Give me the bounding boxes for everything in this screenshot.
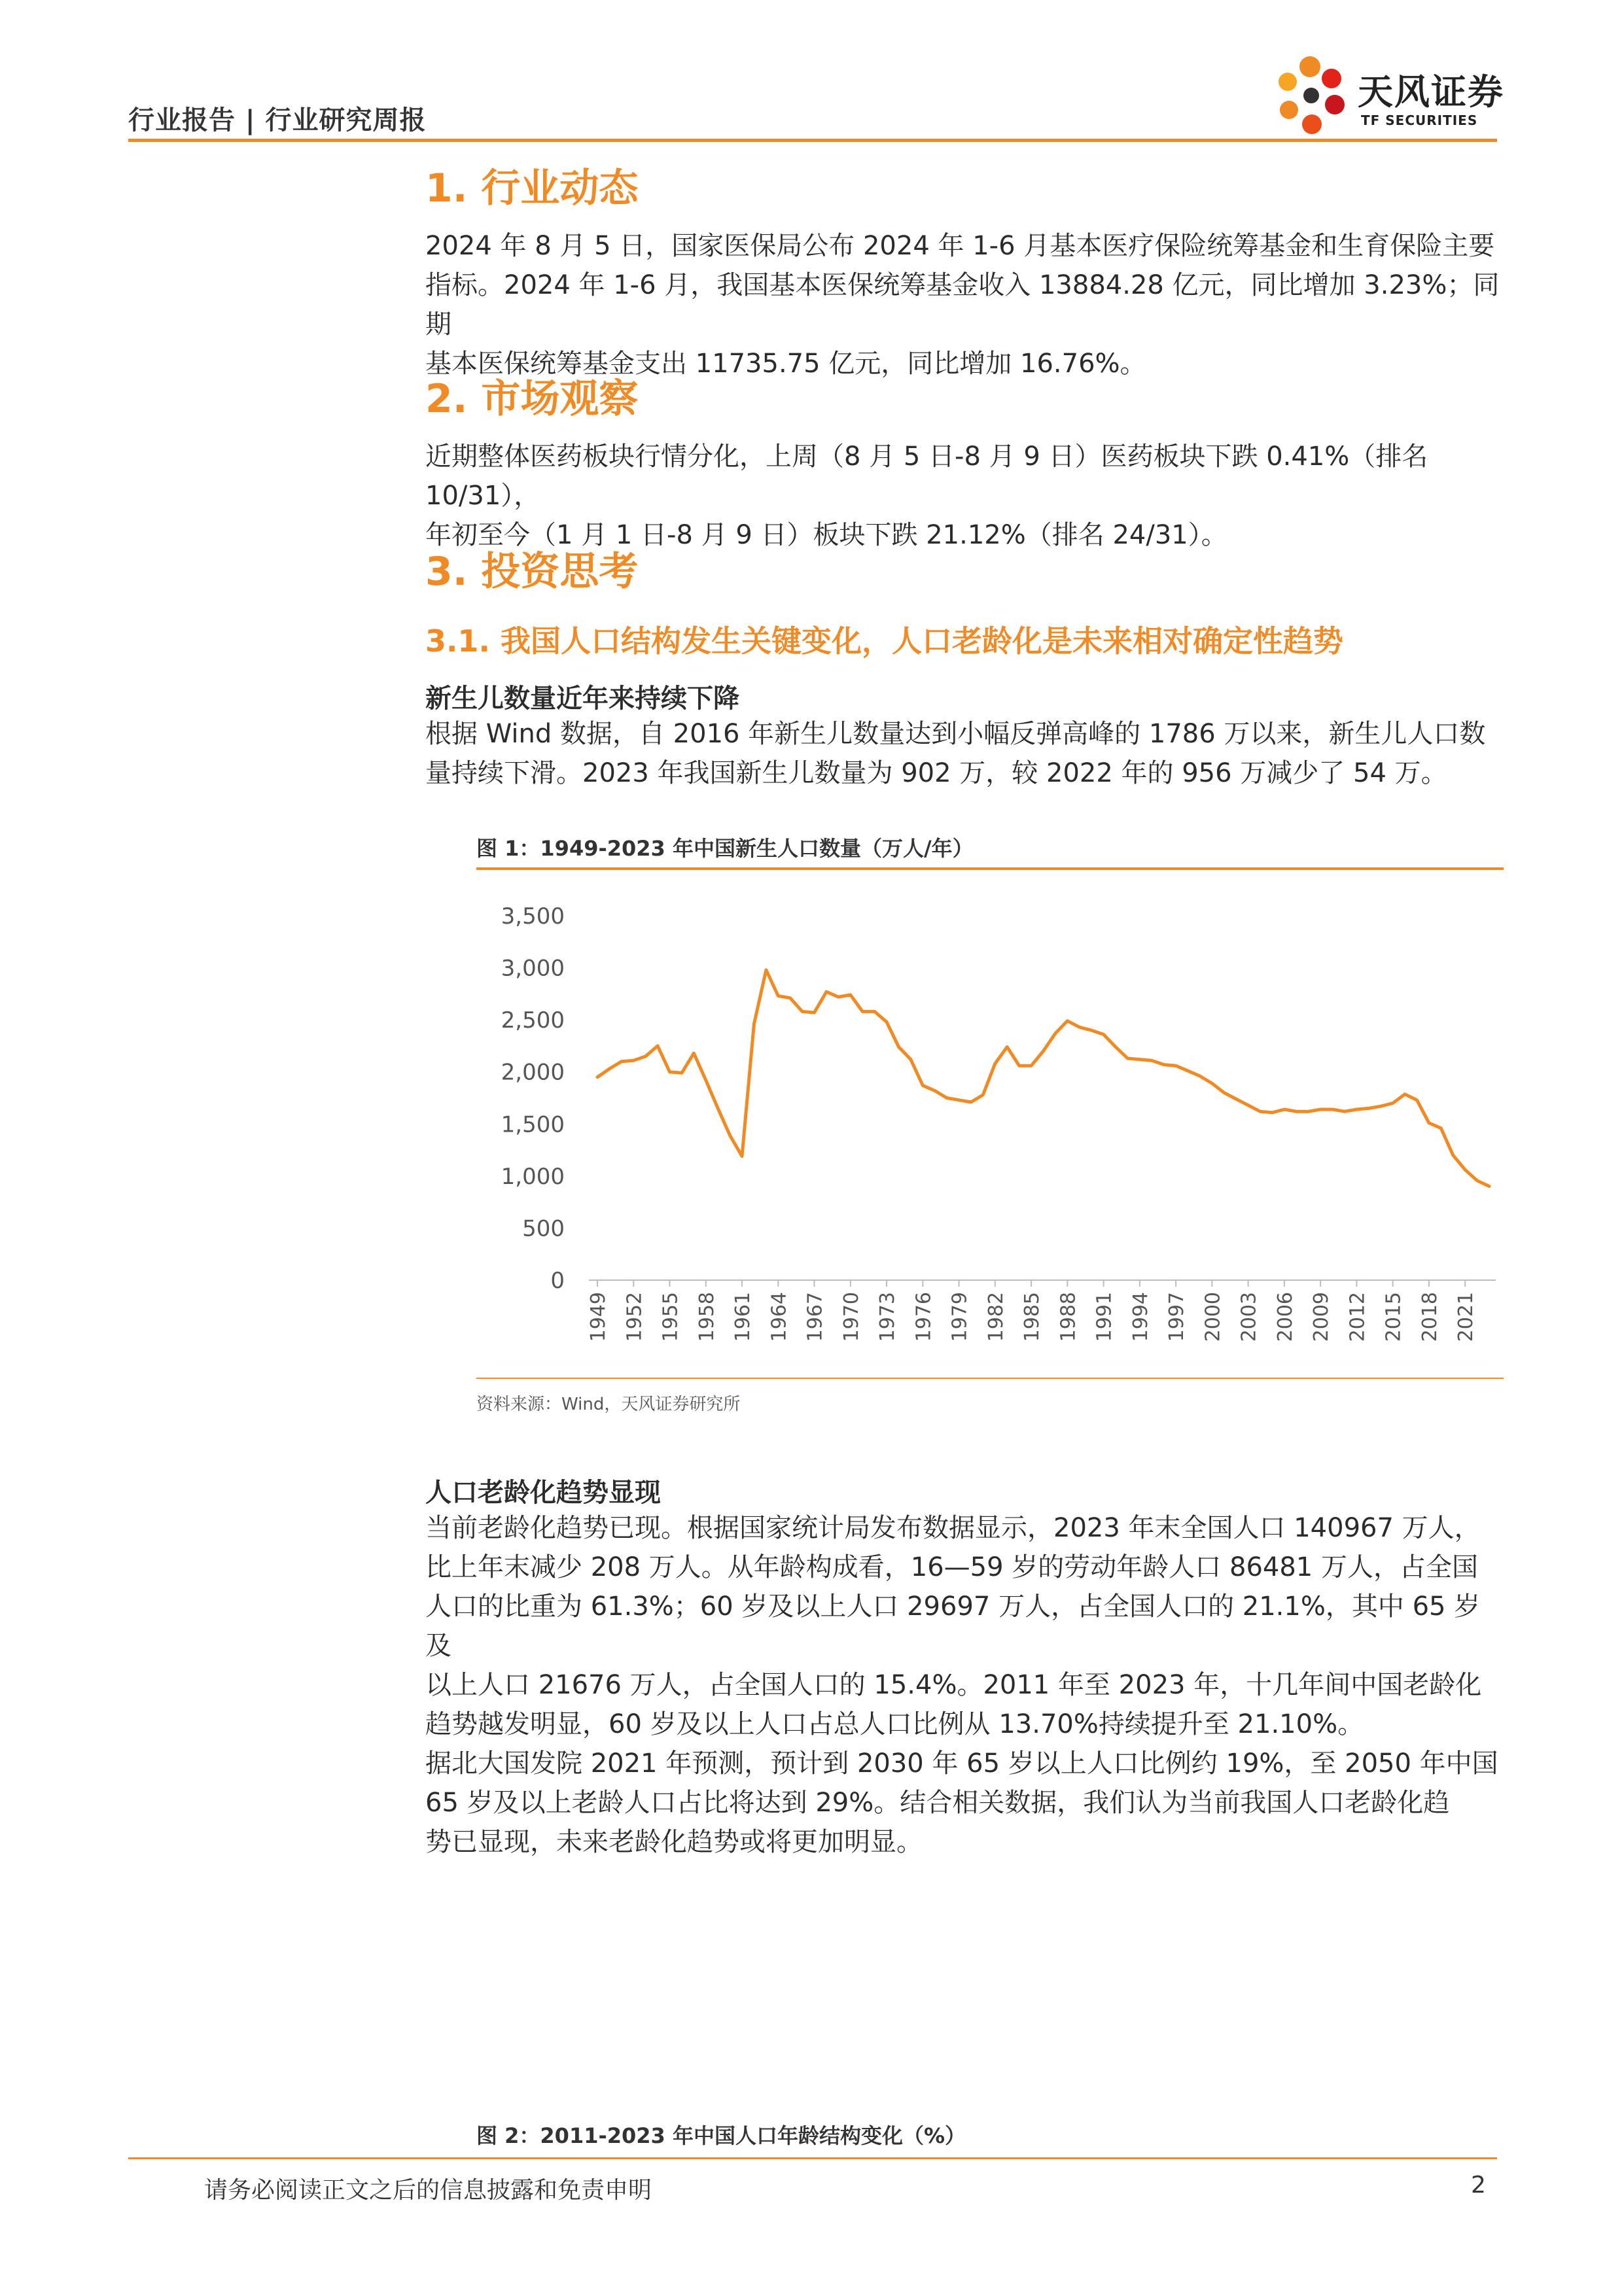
x-tick-label: 1973 bbox=[876, 1292, 900, 1342]
x-tick-label: 1952 bbox=[623, 1292, 646, 1342]
figure-2-title: 图 2：2011-2023 年中国人口年龄结构变化（%） bbox=[476, 2123, 966, 2148]
footer-divider bbox=[128, 2157, 1497, 2159]
y-tick-label: 3,000 bbox=[501, 955, 565, 982]
data-point bbox=[994, 1062, 997, 1065]
data-point bbox=[1452, 1154, 1455, 1157]
data-point bbox=[1332, 1108, 1334, 1111]
logo-subtitle: TF SECURITIES bbox=[1361, 113, 1478, 128]
x-tick-label: 1991 bbox=[1093, 1292, 1116, 1342]
data-point bbox=[1392, 1102, 1394, 1104]
data-point bbox=[1368, 1107, 1370, 1109]
data-point bbox=[981, 1094, 984, 1096]
section-1-body bbox=[425, 226, 1505, 383]
data-point bbox=[1343, 1110, 1346, 1113]
section-2-body bbox=[425, 437, 1505, 555]
data-point bbox=[1235, 1098, 1237, 1100]
x-tick-label: 1988 bbox=[1057, 1292, 1080, 1342]
data-point bbox=[1319, 1108, 1322, 1111]
data-point bbox=[1283, 1108, 1286, 1111]
data-point bbox=[1187, 1070, 1190, 1072]
data-point bbox=[1271, 1111, 1273, 1114]
data-point bbox=[861, 1010, 864, 1013]
data-point bbox=[1488, 1185, 1491, 1187]
section-2-line: 近期整体医药板块行情分化，上周（8 月 5 日-8 月 9 日）医药板块下跌 0.41%（排名 10/31）， bbox=[425, 442, 1428, 511]
newborn-subhead: 新生儿数量近年来持续下降 bbox=[425, 684, 739, 714]
data-point bbox=[1078, 1026, 1081, 1028]
y-tick-label: 3,500 bbox=[501, 903, 565, 930]
data-point bbox=[752, 1023, 755, 1026]
data-point bbox=[608, 1068, 610, 1070]
x-tick-label: 2012 bbox=[1346, 1292, 1369, 1342]
figure-1-title: 图 1：1949-2023 年中国新生人口数量（万人/年） bbox=[476, 836, 974, 861]
x-tick-label: 1958 bbox=[695, 1292, 718, 1342]
data-point bbox=[1355, 1108, 1358, 1111]
data-point bbox=[1054, 1032, 1057, 1035]
y-tick-label: 500 bbox=[522, 1215, 565, 1242]
aging-body bbox=[425, 1508, 1505, 1862]
report-type-header: 行业报告 | 行业研究周报 bbox=[128, 105, 427, 135]
data-point bbox=[705, 1079, 707, 1081]
newborn-line: 根据 Wind 数据，自 2016 年新生儿数量达到小幅反弹高峰的 1786 万以来，新生儿人口数 bbox=[425, 719, 1486, 749]
footer-disclaimer: 请务必阅读正文之后的信息披露和免责申明 bbox=[204, 2177, 652, 2204]
aging-line: 趋势越发明显，60 岁及以上人口占总人口比例从 13.70%持续提升至 21.10%。 bbox=[425, 1709, 1364, 1739]
series-line bbox=[597, 970, 1489, 1187]
aging-line: 65 岁及以上老龄人口占比将达到 29%。结合相关数据，我们认为当前我国人口老龄化趋 bbox=[425, 1788, 1450, 1818]
x-tick-label: 1994 bbox=[1129, 1292, 1152, 1342]
data-point bbox=[644, 1055, 647, 1058]
data-point bbox=[1139, 1058, 1141, 1061]
data-point bbox=[632, 1059, 635, 1062]
x-tick-label: 1982 bbox=[984, 1292, 1008, 1342]
data-point bbox=[921, 1084, 924, 1087]
page-number: 2 bbox=[1471, 2172, 1486, 2199]
data-point bbox=[1295, 1110, 1297, 1113]
data-point bbox=[1415, 1099, 1418, 1102]
y-tick-label: 0 bbox=[550, 1268, 565, 1294]
data-point bbox=[680, 1071, 683, 1074]
data-point bbox=[837, 996, 839, 998]
figure-1-top-rule bbox=[476, 867, 1504, 870]
section-3-heading: 3. 投资思考 bbox=[425, 549, 639, 595]
x-tick-label: 1949 bbox=[587, 1292, 610, 1342]
data-point bbox=[656, 1045, 659, 1047]
x-tick-label: 2003 bbox=[1237, 1292, 1261, 1342]
header-divider bbox=[128, 139, 1497, 142]
data-point bbox=[669, 1071, 671, 1073]
x-tick-label: 2021 bbox=[1455, 1292, 1478, 1342]
section-1-line: 2024 年 8 月 5 日，国家医保局公布 2024 年 1-6 月基本医疗保险统筹基金和生育保险主要 bbox=[425, 231, 1495, 261]
data-point bbox=[765, 969, 768, 971]
data-point bbox=[1379, 1105, 1382, 1107]
x-tick-label: 2000 bbox=[1201, 1292, 1225, 1342]
section-1-heading: 1. 行业动态 bbox=[425, 165, 639, 211]
data-point bbox=[789, 997, 792, 1000]
x-tick-label: 1967 bbox=[803, 1292, 827, 1342]
newborn-line: 量持续下滑。2023 年我国新生儿数量为 902 万，较 2022 年的 956 万减少了 54 万。 bbox=[425, 758, 1447, 788]
data-point bbox=[1199, 1075, 1201, 1077]
data-point bbox=[620, 1060, 623, 1063]
x-tick-label: 1961 bbox=[732, 1292, 755, 1342]
data-point bbox=[1439, 1127, 1442, 1130]
tf-logo-icon bbox=[1269, 52, 1354, 137]
data-point bbox=[1150, 1059, 1153, 1062]
x-tick-label: 2006 bbox=[1273, 1292, 1297, 1342]
x-tick-label: 2009 bbox=[1310, 1292, 1333, 1342]
data-point bbox=[1066, 1020, 1068, 1022]
data-point bbox=[716, 1107, 719, 1109]
x-tick-label: 1997 bbox=[1165, 1292, 1189, 1342]
logo-name: 天风证券 bbox=[1358, 71, 1504, 113]
data-point bbox=[777, 995, 779, 998]
x-tick-label: 1979 bbox=[948, 1292, 972, 1342]
data-point bbox=[1018, 1064, 1021, 1067]
aging-line: 人口的比重为 61.3%；60 岁及以上人口 29697 万人，占全国人口的 21.1%，其中 65 岁及 bbox=[425, 1592, 1481, 1661]
data-point bbox=[596, 1076, 599, 1079]
data-point bbox=[1006, 1046, 1008, 1049]
aging-subhead: 人口老龄化趋势显现 bbox=[425, 1478, 661, 1508]
data-point bbox=[1428, 1122, 1430, 1124]
section-1-line: 基本医保统筹基金支出 11735.75 亿元，同比增加 16.76%。 bbox=[425, 349, 1146, 379]
section-2-line: 年初至今（1 月 1 日-8 月 9 日）板块下跌 21.12%（排名 24/31）。 bbox=[425, 520, 1227, 550]
data-point bbox=[1464, 1168, 1466, 1171]
data-point bbox=[1259, 1110, 1262, 1113]
data-point bbox=[692, 1052, 695, 1054]
x-tick-label: 1964 bbox=[768, 1292, 791, 1342]
data-point bbox=[1163, 1064, 1165, 1066]
x-tick-label: 1970 bbox=[839, 1292, 863, 1342]
data-point bbox=[885, 1020, 888, 1023]
birth-chart bbox=[476, 877, 1504, 1374]
section-2-heading: 2. 市场观察 bbox=[425, 376, 639, 422]
data-point bbox=[1476, 1179, 1479, 1182]
data-point bbox=[874, 1010, 876, 1013]
data-point bbox=[909, 1058, 912, 1061]
x-tick-label: 2018 bbox=[1418, 1292, 1441, 1342]
x-tick-label: 1985 bbox=[1021, 1292, 1044, 1342]
data-point bbox=[741, 1155, 743, 1158]
data-point bbox=[1403, 1093, 1406, 1096]
data-point bbox=[945, 1097, 948, 1100]
data-point bbox=[813, 1011, 816, 1014]
section-3-1-heading: 3.1. 我国人口结构发生关键变化，人口老龄化是未来相对确定性趋势 bbox=[425, 623, 1343, 659]
aging-line: 比上年末减少 208 万人。从年龄构成看，16—59 岁的劳动年龄人口 86481 万人，占全国 bbox=[425, 1552, 1478, 1582]
figure-1-source: 资料来源：Wind，天风证券研究所 bbox=[476, 1395, 741, 1414]
data-point bbox=[897, 1046, 900, 1049]
x-tick-label: 2015 bbox=[1382, 1292, 1405, 1342]
data-point bbox=[1030, 1064, 1033, 1067]
aging-line: 势已显现，未来老龄化趋势或将更加明显。 bbox=[425, 1827, 923, 1857]
y-tick-label: 2,000 bbox=[501, 1059, 565, 1086]
x-tick-label: 1976 bbox=[912, 1292, 936, 1342]
data-point bbox=[934, 1089, 936, 1092]
newborn-body bbox=[425, 714, 1505, 793]
x-tick-label: 1955 bbox=[659, 1292, 682, 1342]
data-point bbox=[801, 1010, 803, 1013]
data-point bbox=[958, 1099, 961, 1102]
data-point bbox=[1247, 1104, 1250, 1107]
aging-line: 以上人口 21676 万人，占全国人口的 15.4%。2011 年至 2023 年，十几年间中国老龄化 bbox=[425, 1670, 1482, 1700]
aging-line: 当前老龄化趋势已现。根据国家统计局发布数据显示，2023 年末全国人口 140967 万人， bbox=[425, 1513, 1481, 1543]
data-point bbox=[1223, 1092, 1226, 1094]
data-point bbox=[1090, 1029, 1093, 1032]
data-point bbox=[1126, 1057, 1129, 1060]
y-tick-label: 2,500 bbox=[501, 1007, 565, 1034]
data-point bbox=[1174, 1064, 1177, 1067]
tf-securities-logo bbox=[1269, 52, 1505, 137]
data-point bbox=[825, 990, 828, 993]
data-point bbox=[849, 994, 852, 996]
data-point bbox=[1042, 1050, 1045, 1052]
data-point bbox=[970, 1101, 972, 1104]
section-1-line: 指标。2024 年 1-6 月，我国基本医保统筹基金收入 13884.28 亿元，同比增加 3.23%；同期 bbox=[425, 270, 1500, 339]
y-tick-label: 1,000 bbox=[501, 1163, 565, 1190]
data-point bbox=[729, 1134, 732, 1137]
data-point bbox=[1103, 1033, 1105, 1035]
data-point bbox=[1307, 1110, 1310, 1113]
data-point bbox=[1114, 1046, 1117, 1049]
figure-1-bottom-rule bbox=[476, 1378, 1504, 1379]
data-point bbox=[1210, 1082, 1213, 1085]
aging-line: 据北大国发院 2021 年预测，预计到 2030 年 65 岁以上人口比例约 19%，至 2050 年中国 bbox=[425, 1748, 1498, 1779]
y-tick-label: 1,500 bbox=[501, 1111, 565, 1138]
